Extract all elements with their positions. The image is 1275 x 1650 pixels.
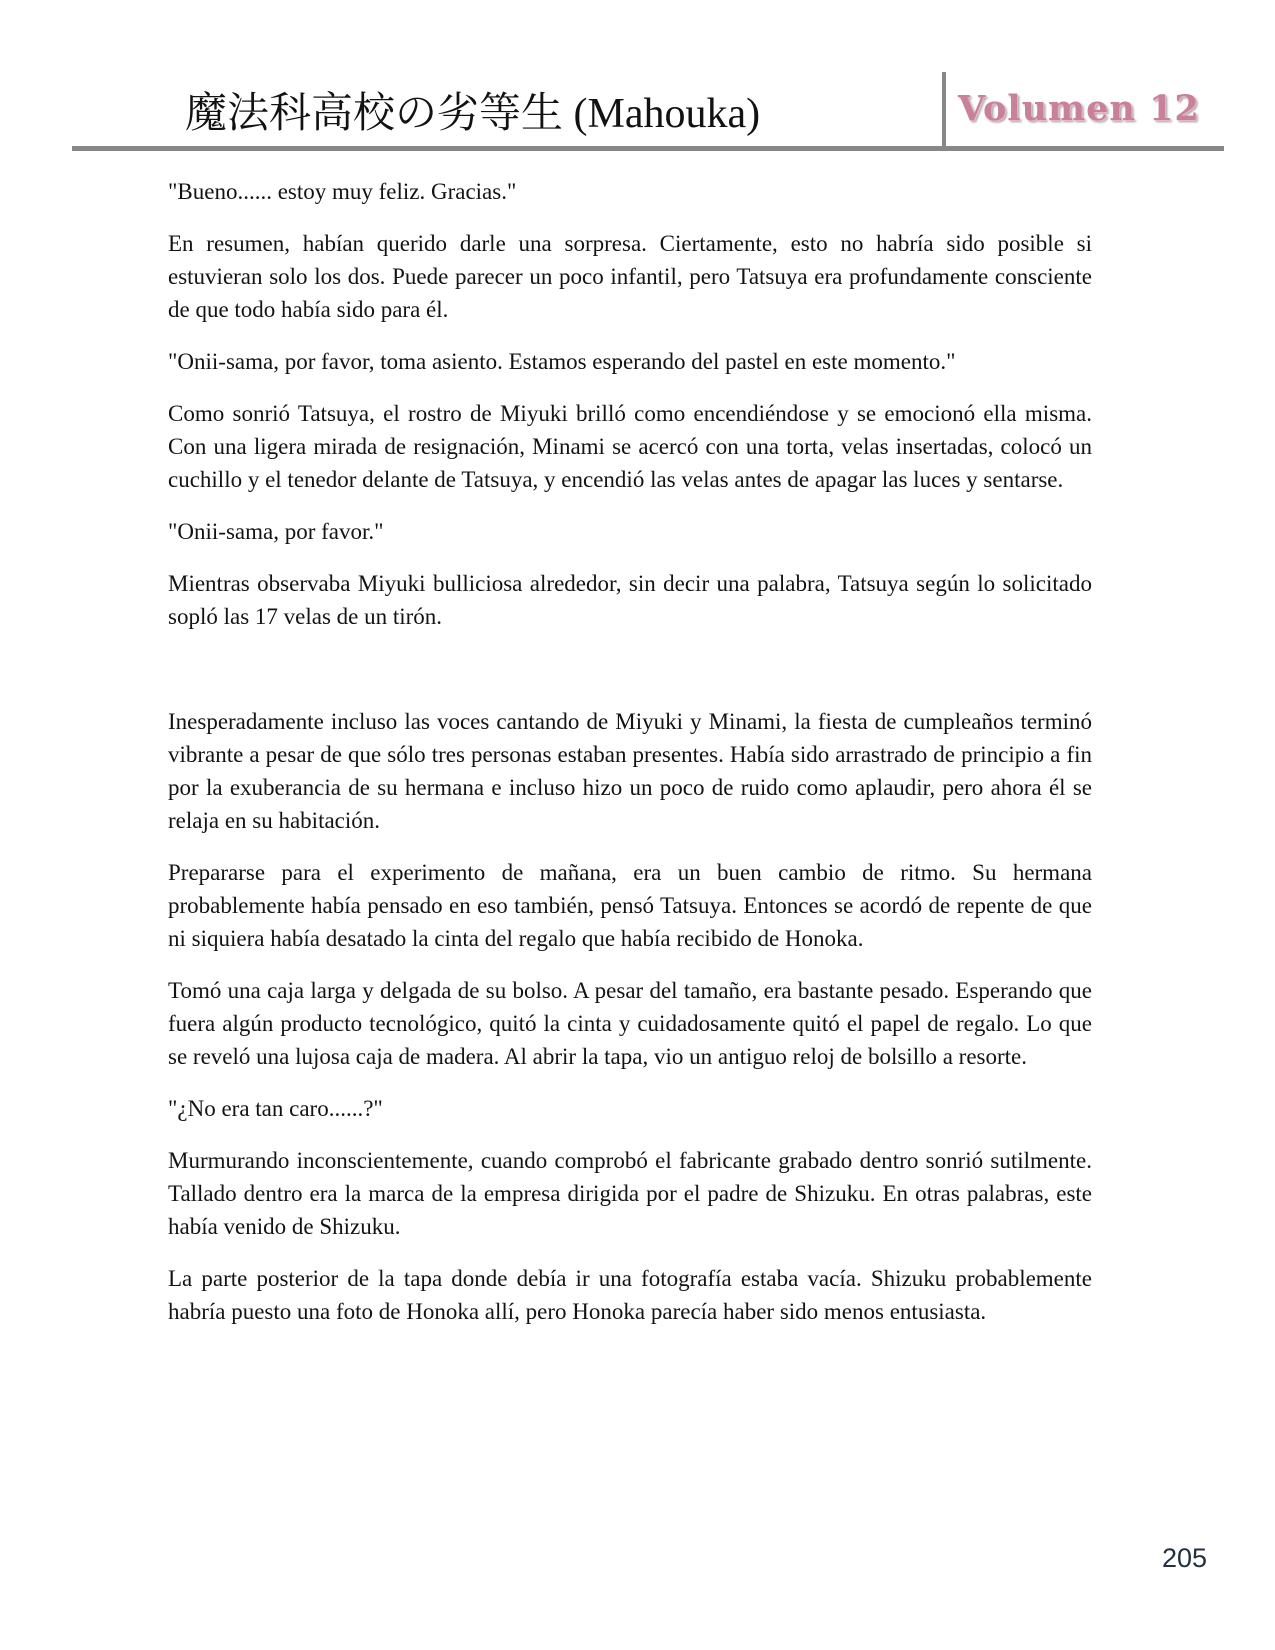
- paragraph-narration: Prepararse para el experimento de mañana, era un buen cambio de ritmo. Su hermana probablemente había pensado en eso también, pensó Tatsuya. Entonces se acordó de repente de que ni siquiera había desatado la cinta del regalo que había recibido de Honoka.: [168, 860, 1092, 951]
- volume-label: Volumen 12: [958, 88, 1200, 129]
- paragraph-narration: La parte posterior de la tapa donde debía ir una fotografía estaba vacía. Shizuku probablemente habría puesto una foto de Honoka allí, pero Honoka parecía haber sido menos entusiasta.: [168, 1266, 1092, 1324]
- paragraph-dialogue: "Onii-sama, por favor, toma asiento. Estamos esperando del pastel en este momento.": [168, 349, 956, 374]
- paragraph-narration: Tomó una caja larga y delgada de su bolso. A pesar del tamaño, era bastante pesado. Esperando que fuera algún producto tecnológico, quitó la cinta y cuidadosamente quitó el papel de regalo. Lo que se reveló una lujosa caja de madera. Al abrir la tapa, vio un antiguo reloj de bolsillo a resorte.: [168, 978, 1092, 1069]
- header-divider: [942, 72, 946, 146]
- page-number: 205: [1161, 1543, 1207, 1573]
- scene-break-spacer: [168, 652, 1092, 705]
- document-body: [168, 175, 1092, 1347]
- paragraph-narration: Como sonrió Tatsuya, el rostro de Miyuki brilló como encendiéndose y se emocionó ella misma. Con una ligera mirada de resignación, Minami se acercó con una torta, velas insertadas, colocó un cuchillo y el tenedor delante de Tatsuya, y encendió las velas antes de apagar las luces y sentarse.: [168, 401, 1092, 492]
- paragraph-dialogue: "¿No era tan caro......?": [168, 1096, 383, 1121]
- header-rule: [72, 146, 1224, 151]
- paragraph-dialogue: "Onii-sama, por favor.": [168, 519, 384, 544]
- paragraph-narration: Murmurando inconscientemente, cuando comprobó el fabricante grabado dentro sonrió sutilmente. Tallado dentro era la marca de la empresa dirigida por el padre de Shizuku. En otras palabras, este había venido de Shizuku.: [168, 1148, 1092, 1239]
- paragraph-narration: Mientras observaba Miyuki bulliciosa alrededor, sin decir una palabra, Tatsuya según lo solicitado sopló las 17 velas de un tirón.: [168, 571, 1092, 629]
- paragraph-narration: Inesperadamente incluso las voces cantando de Miyuki y Minami, la fiesta de cumpleaños terminó vibrante a pesar de que sólo tres personas estaban presentes. Había sido arrastrado de principio a fin por la exuberancia de su hermana e incluso hizo un poco de ruido como aplaudir, pero ahora él se relaja en su habitación.: [168, 709, 1092, 833]
- paragraph-narration: En resumen, habían querido darle una sorpresa. Ciertamente, esto no habría sido posible si estuvieran solo los dos. Puede parecer un poco infantil, pero Tatsuya era profundamente consciente de que todo había sido para él.: [168, 231, 1092, 322]
- page-title: 魔法科高校の劣等生 (Mahouka): [185, 91, 761, 137]
- paragraph-dialogue: "Bueno...... estoy muy feliz. Gracias.": [168, 179, 517, 204]
